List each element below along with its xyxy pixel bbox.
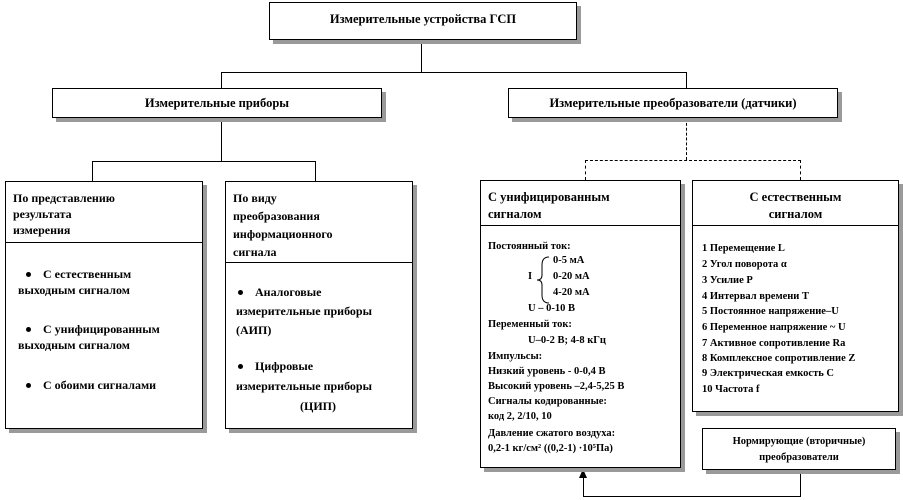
natural-item-1: 1 Перемещение L xyxy=(702,243,785,254)
by-result-item-1-line-2: выходным сигналом xyxy=(18,283,130,297)
digital-devices-line-1: Цифровые xyxy=(255,359,314,373)
normalizing-converters-box xyxy=(702,428,896,470)
analog-devices-line-1: Аналоговые xyxy=(255,285,322,299)
analog-devices-line-3: (АИП) xyxy=(236,323,272,337)
root-box xyxy=(269,2,577,40)
unified-title-2: сигналом xyxy=(488,207,542,221)
by-signal-type-title-3: информационного xyxy=(233,227,333,241)
bullet-icon xyxy=(238,290,243,295)
by-result-title-underline xyxy=(6,242,202,243)
current-range-2: 0-20 мА xyxy=(553,271,590,282)
pulse-low: Низкий уровень - 0-0,4 В xyxy=(488,366,606,377)
unified-title-1: С унифицированным xyxy=(488,190,610,204)
analog-devices-item xyxy=(238,285,321,299)
bullet-icon xyxy=(26,327,31,332)
by-result-title-2: результата xyxy=(13,207,72,221)
measuring-devices-box xyxy=(52,88,382,118)
unified-title-underline xyxy=(481,225,680,226)
coded-label: Сигналы кодированные: xyxy=(488,396,607,407)
normalizing-title-1: Нормирующие (вторичные) xyxy=(732,436,866,447)
ac-value: U–0-2 В; 4-8 кГц xyxy=(528,335,606,346)
voltage-dc: U – 0-10 В xyxy=(528,303,575,314)
air-label: Давление сжатого воздуха: xyxy=(488,428,616,439)
natural-item-4: 4 Интервал времени T xyxy=(702,291,809,302)
coded-value: код 2, 2/10, 10 xyxy=(488,411,552,422)
natural-title-2: сигналом xyxy=(768,207,823,221)
natural-signal-box xyxy=(692,180,899,412)
by-result-item-2 xyxy=(26,322,160,336)
by-result-item-2-line-2: выходным сигналом xyxy=(18,338,130,352)
measuring-devices-title: Измерительные приборы xyxy=(144,96,290,110)
by-signal-type-title-4: сигнала xyxy=(233,245,277,259)
analog-devices-line-2: измерительные приборы xyxy=(236,304,372,318)
natural-item-8: 8 Комплексное сопротивление Z xyxy=(702,353,856,364)
natural-item-6: 6 Переменное напряжение ~ U xyxy=(702,322,846,333)
current-symbol: I xyxy=(528,271,533,282)
unified-signal-box xyxy=(480,180,681,468)
by-signal-type-title-1: По виду xyxy=(233,191,277,205)
natural-item-5: 5 Постоянное напряжение–U xyxy=(702,306,839,317)
ac-label: Переменный ток: xyxy=(488,319,572,330)
dc-label: Постоянный ток: xyxy=(488,241,571,252)
bullet-icon xyxy=(238,364,243,369)
measuring-transducers-title: Измерительные преобразователи (датчики) xyxy=(549,96,797,110)
normalizing-title-2: преобразователи xyxy=(759,452,839,463)
natural-item-7: 7 Активное сопротивление Ra xyxy=(702,338,846,349)
current-range-3: 4-20 мА xyxy=(553,287,590,298)
digital-devices-item xyxy=(238,359,313,373)
root-title: Измерительные устройства ГСП xyxy=(329,12,517,26)
current-range-1: 0-5 мА xyxy=(553,255,585,266)
by-result-item-1-line-1: С естественным xyxy=(43,267,132,281)
natural-item-10: 10 Частота f xyxy=(702,384,760,395)
by-result-box xyxy=(5,181,203,429)
brace-icon xyxy=(535,255,555,305)
measuring-transducers-box xyxy=(508,88,838,118)
bullet-icon xyxy=(26,272,31,277)
by-signal-type-title-underline xyxy=(226,262,412,263)
digital-devices-line-2: измерительные приборы xyxy=(236,379,372,393)
natural-title-1: С естественным xyxy=(749,190,842,204)
natural-item-9: 9 Электрическая емкость C xyxy=(702,368,835,379)
natural-item-2: 2 Угол поворота α xyxy=(702,259,787,270)
pulse-high: Высокий уровень –2,4-5,25 В xyxy=(488,381,625,392)
by-result-item-3-line-1: С обоими сигналами xyxy=(43,378,157,392)
by-result-title-1: По представлению xyxy=(13,191,115,205)
pulse-label: Импульсы: xyxy=(488,351,543,362)
air-value: 0,2-1 кг/см² ((0,2-1) ·10⁵Па) xyxy=(488,443,613,454)
natural-item-3: 3 Усилие P xyxy=(702,275,753,286)
arrow-head xyxy=(579,469,587,478)
by-result-item-3 xyxy=(26,378,156,392)
digital-devices-line-3: (ЦИП) xyxy=(300,399,336,413)
natural-title-underline xyxy=(693,225,898,226)
by-result-title-3: измерения xyxy=(13,223,71,237)
by-result-item-1 xyxy=(26,267,131,281)
bullet-icon xyxy=(26,383,31,388)
by-signal-type-box xyxy=(225,181,413,429)
by-signal-type-title-2: преобразования xyxy=(233,209,320,223)
by-result-item-2-line-1: С унифицированным xyxy=(43,322,160,336)
